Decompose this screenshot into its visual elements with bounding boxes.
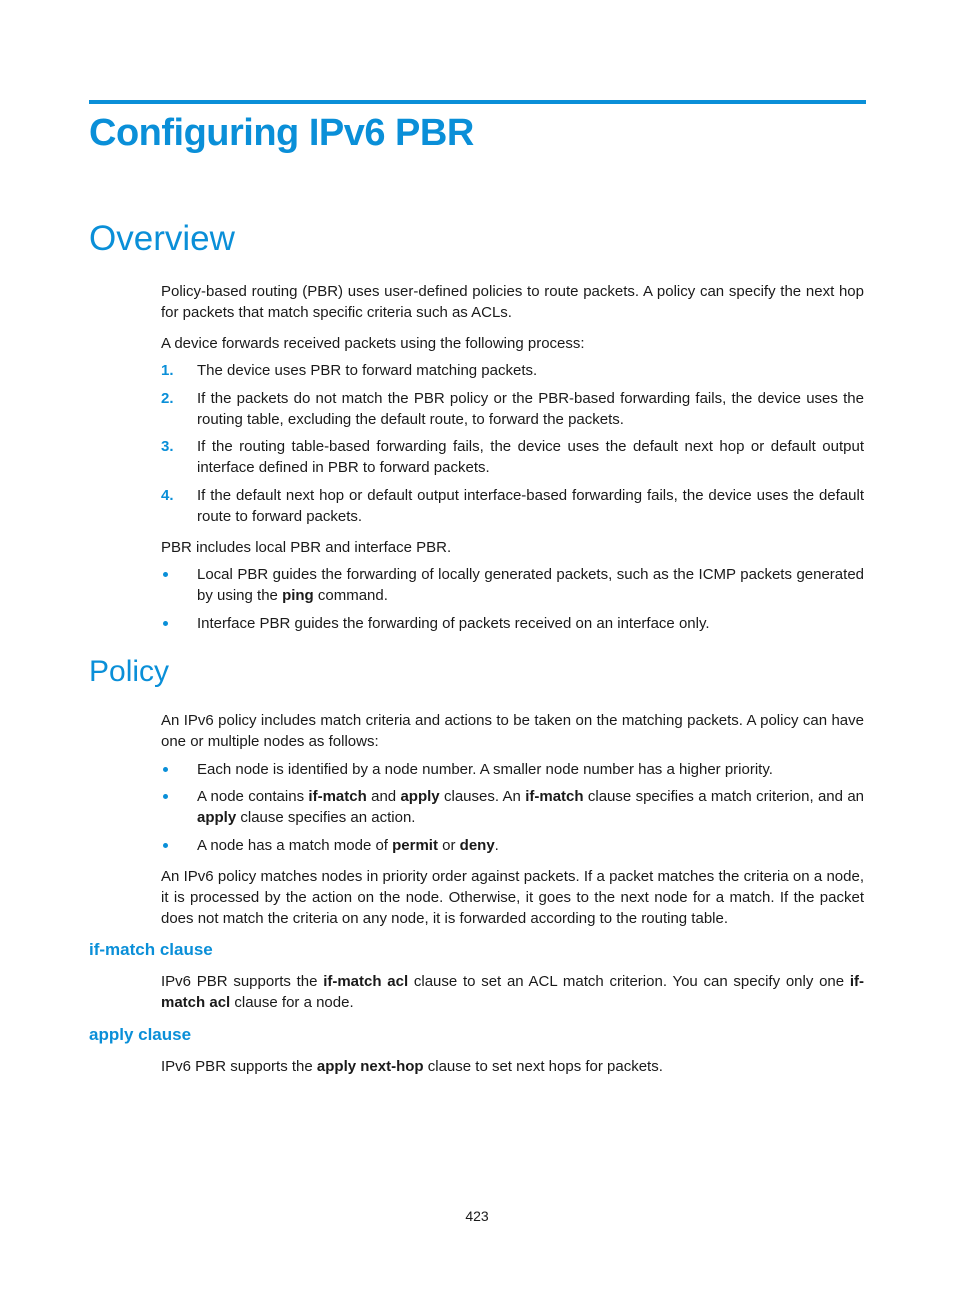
if-match-clause-heading: if-match clause [89, 940, 213, 959]
step-number: 1. [161, 362, 174, 379]
policy-matching-text: An IPv6 policy matches nodes in priority order against packets. If a packet matches the criteria on a node, it is processed by the action on the node. Otherwise, it goes to the next node for a match. If the packet does not match the criteria on any node, it is forwarded according to the routing table. [161, 868, 864, 927]
policy-intro: An IPv6 policy includes match criteria and actions to be taken on the matching packets. A policy can have one or multiple nodes as follows: [161, 712, 864, 750]
step-text: If the packets do not match the PBR policy or the PBR-based forwarding fails, the device uses the routing table, excluding the default route, to forward the packets. [197, 390, 864, 428]
bullet-icon [163, 621, 168, 626]
bullet-icon [163, 794, 168, 799]
list-item [161, 564, 864, 606]
step-number: 2. [161, 390, 174, 407]
apply-clause-text: IPv6 PBR supports the apply next-hop clause to set next hops for packets. [161, 1058, 663, 1075]
step-text: The device uses PBR to forward matching packets. [197, 362, 538, 379]
node-clauses-text: A node contains if-match and apply clauses. An if-match clause specifies a match criterion, and an apply clause specifies an action. [197, 788, 865, 826]
process-intro: A device forwards received packets using the following process: [161, 335, 585, 352]
apply-clause-heading: apply clause [89, 1025, 192, 1044]
list-item [161, 388, 864, 430]
list-item [161, 436, 864, 478]
page-number: 423 [465, 1208, 489, 1224]
bullet-icon [163, 843, 168, 848]
policy-heading: Policy [89, 655, 170, 688]
match-mode-text: A node has a match mode of permit or deny. [197, 837, 499, 854]
overview-intro: Policy-based routing (PBR) uses user-defined policies to route packets. A policy can specify the next hop for packets that match specific criteria such as ACLs. [161, 283, 864, 321]
step-number: 4. [161, 487, 174, 504]
chapter-title: Configuring IPv6 PBR [89, 112, 474, 154]
bullet-icon [163, 572, 168, 577]
chapter-top-rule [89, 100, 866, 104]
step-text: If the routing table-based forwarding fails, the device uses the default next hop or default output interface defined in PBR to forward packets. [197, 438, 864, 476]
list-item [161, 613, 864, 634]
if-match-clause-text: IPv6 PBR supports the if-match acl clause to set an ACL match criterion. You can specify only one if-match acl clause for a node. [161, 973, 865, 1011]
bullet-icon [163, 767, 168, 772]
overview-heading: Overview [89, 219, 235, 258]
list-item [161, 835, 864, 856]
pbr-types-intro: PBR includes local PBR and interface PBR. [161, 539, 452, 556]
node-number-text: Each node is identified by a node number. A smaller node number has a higher priority. [197, 761, 773, 778]
step-text: If the default next hop or default output interface-based forwarding fails, the device uses the default route to forward packets. [197, 487, 864, 525]
list-item [161, 485, 864, 527]
local-pbr-text: Local PBR guides the forwarding of locally generated packets, such as the ICMP packets generated by using the ping command. [197, 566, 864, 604]
ping-command: ping [282, 587, 314, 604]
step-number: 3. [161, 438, 174, 455]
list-item [161, 360, 864, 381]
list-item [161, 759, 864, 780]
interface-pbr-text: Interface PBR guides the forwarding of packets received on an interface only. [197, 615, 710, 632]
list-item [161, 786, 864, 828]
